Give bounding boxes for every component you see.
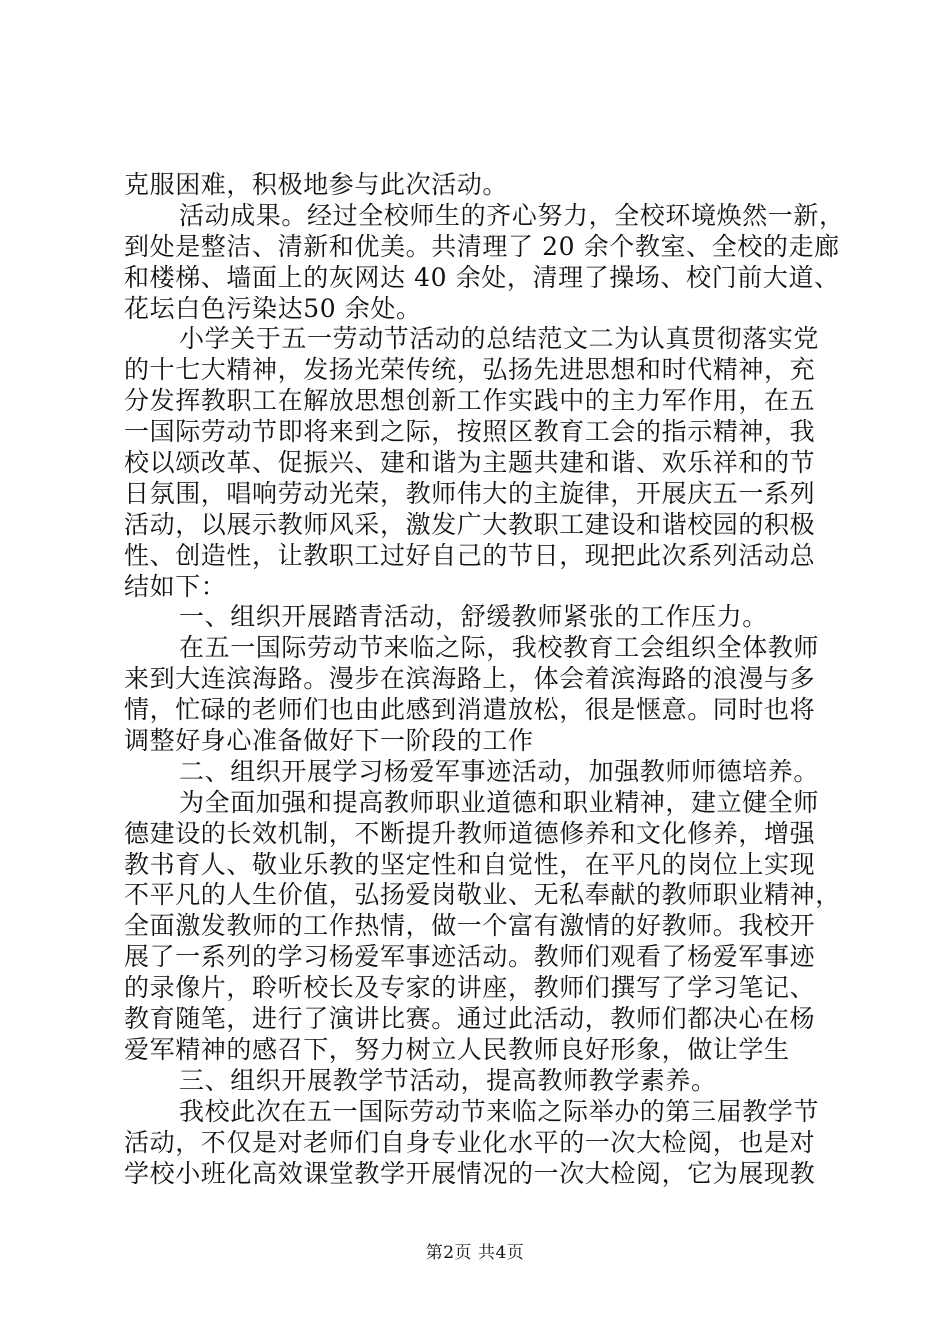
text-line: 展了一系列的学习杨爱军事迹活动。教师们观看了杨爱军事迹: [124, 942, 816, 972]
text-line: 小学关于五一劳动节活动的总结范文二为认真贯彻落实党: [179, 324, 820, 354]
text-line: 我校此次在五一国际劳动节来临之际举办的第三届教学节: [179, 1096, 820, 1126]
text-line: 活动成果。经过全校师生的齐心努力，全校环境焕然一新，: [179, 200, 845, 230]
text-line: 教书育人、敬业乐教的坚定性和自觉性，在平凡的岗位上实现: [124, 849, 816, 879]
text-line: 来到大连滨海路。漫步在滨海路上，体会着滨海路的浪漫与多: [124, 664, 816, 694]
text-line: 为全面加强和提高教师职业道德和职业精神，建立健全师: [179, 787, 820, 817]
text-line: 全面激发教师的工作热情，做一个富有激情的好教师。我校开: [124, 911, 816, 941]
text-line: 到处是整洁、清新和优美。共清理了 20 余个教室、全校的走廊: [124, 231, 840, 261]
text-line: 调整好身心准备做好下一阶段的工作: [124, 726, 534, 756]
text-line: 日氛围，唱响劳动光荣，教师伟大的主旋律，开展庆五一系列: [124, 478, 816, 508]
text-line: 德建设的长效机制，不断提升教师道德修养和文化修养，增强: [124, 818, 816, 848]
text-line: 三、组织开展教学节活动，提高教师教学素养。: [179, 1065, 717, 1095]
text-line: 结如下：: [124, 571, 227, 601]
text-line: 在五一国际劳动节来临之际，我校教育工会组织全体教师: [179, 633, 820, 663]
text-line: 学校小班化高效课堂教学开展情况的一次大检阅，它为展现教: [124, 1158, 816, 1188]
text-line: 和楼梯、墙面上的灰网达 40 余处，清理了操场、校门前大道、: [124, 262, 840, 292]
page-footer: 第2页 共4页: [425, 1243, 525, 1263]
text-line: 二、组织开展学习杨爱军事迹活动，加强教师师德培养。: [179, 756, 820, 786]
text-line: 一国际劳动节即将来到之际，按照区教育工会的指示精神，我: [124, 417, 816, 447]
text-line: 一、组织开展踏青活动，舒缓教师紧张的工作压力。: [179, 602, 768, 632]
text-line: 性、创造性，让教职工过好自己的节日，现把此次系列活动总: [124, 540, 816, 570]
text-line: 克服困难，积极地参与此次活动。: [124, 170, 509, 199]
text-line: 情，忙碌的老师们也由此感到消遣放松，很是惬意。同时也将: [124, 695, 816, 725]
document-body: [124, 170, 845, 1189]
text-line: 的录像片，聆听校长及专家的讲座，教师们撰写了学习笔记、: [124, 973, 816, 1003]
text-line: 分发挥教职工在解放思想创新工作实践中的主力军作用，在五: [124, 386, 816, 416]
text-line: 花坛白色污染达50 余处。: [124, 293, 422, 323]
text-line: 爱军精神的感召下，努力树立人民教师良好形象，做让学生: [124, 1034, 790, 1064]
text-line: 活动，不仅是对老师们自身专业化水平的一次大检阅，也是对: [124, 1127, 816, 1157]
text-line: 活动，以展示教师风采，激发广大教职工建设和谐校园的积极: [124, 509, 816, 539]
text-line: 校以颂改革、促振兴、建和谐为主题共建和谐、欢乐祥和的节: [124, 448, 816, 478]
text-line: 的十七大精神，发扬光荣传统，弘扬先进思想和时代精神，充: [124, 355, 816, 385]
text-line: 教育随笔，进行了演讲比赛。通过此活动，教师们都决心在杨: [124, 1004, 816, 1034]
text-line: 不平凡的人生价值，弘扬爱岗敬业、无私奉献的教师职业精神，: [124, 880, 841, 910]
